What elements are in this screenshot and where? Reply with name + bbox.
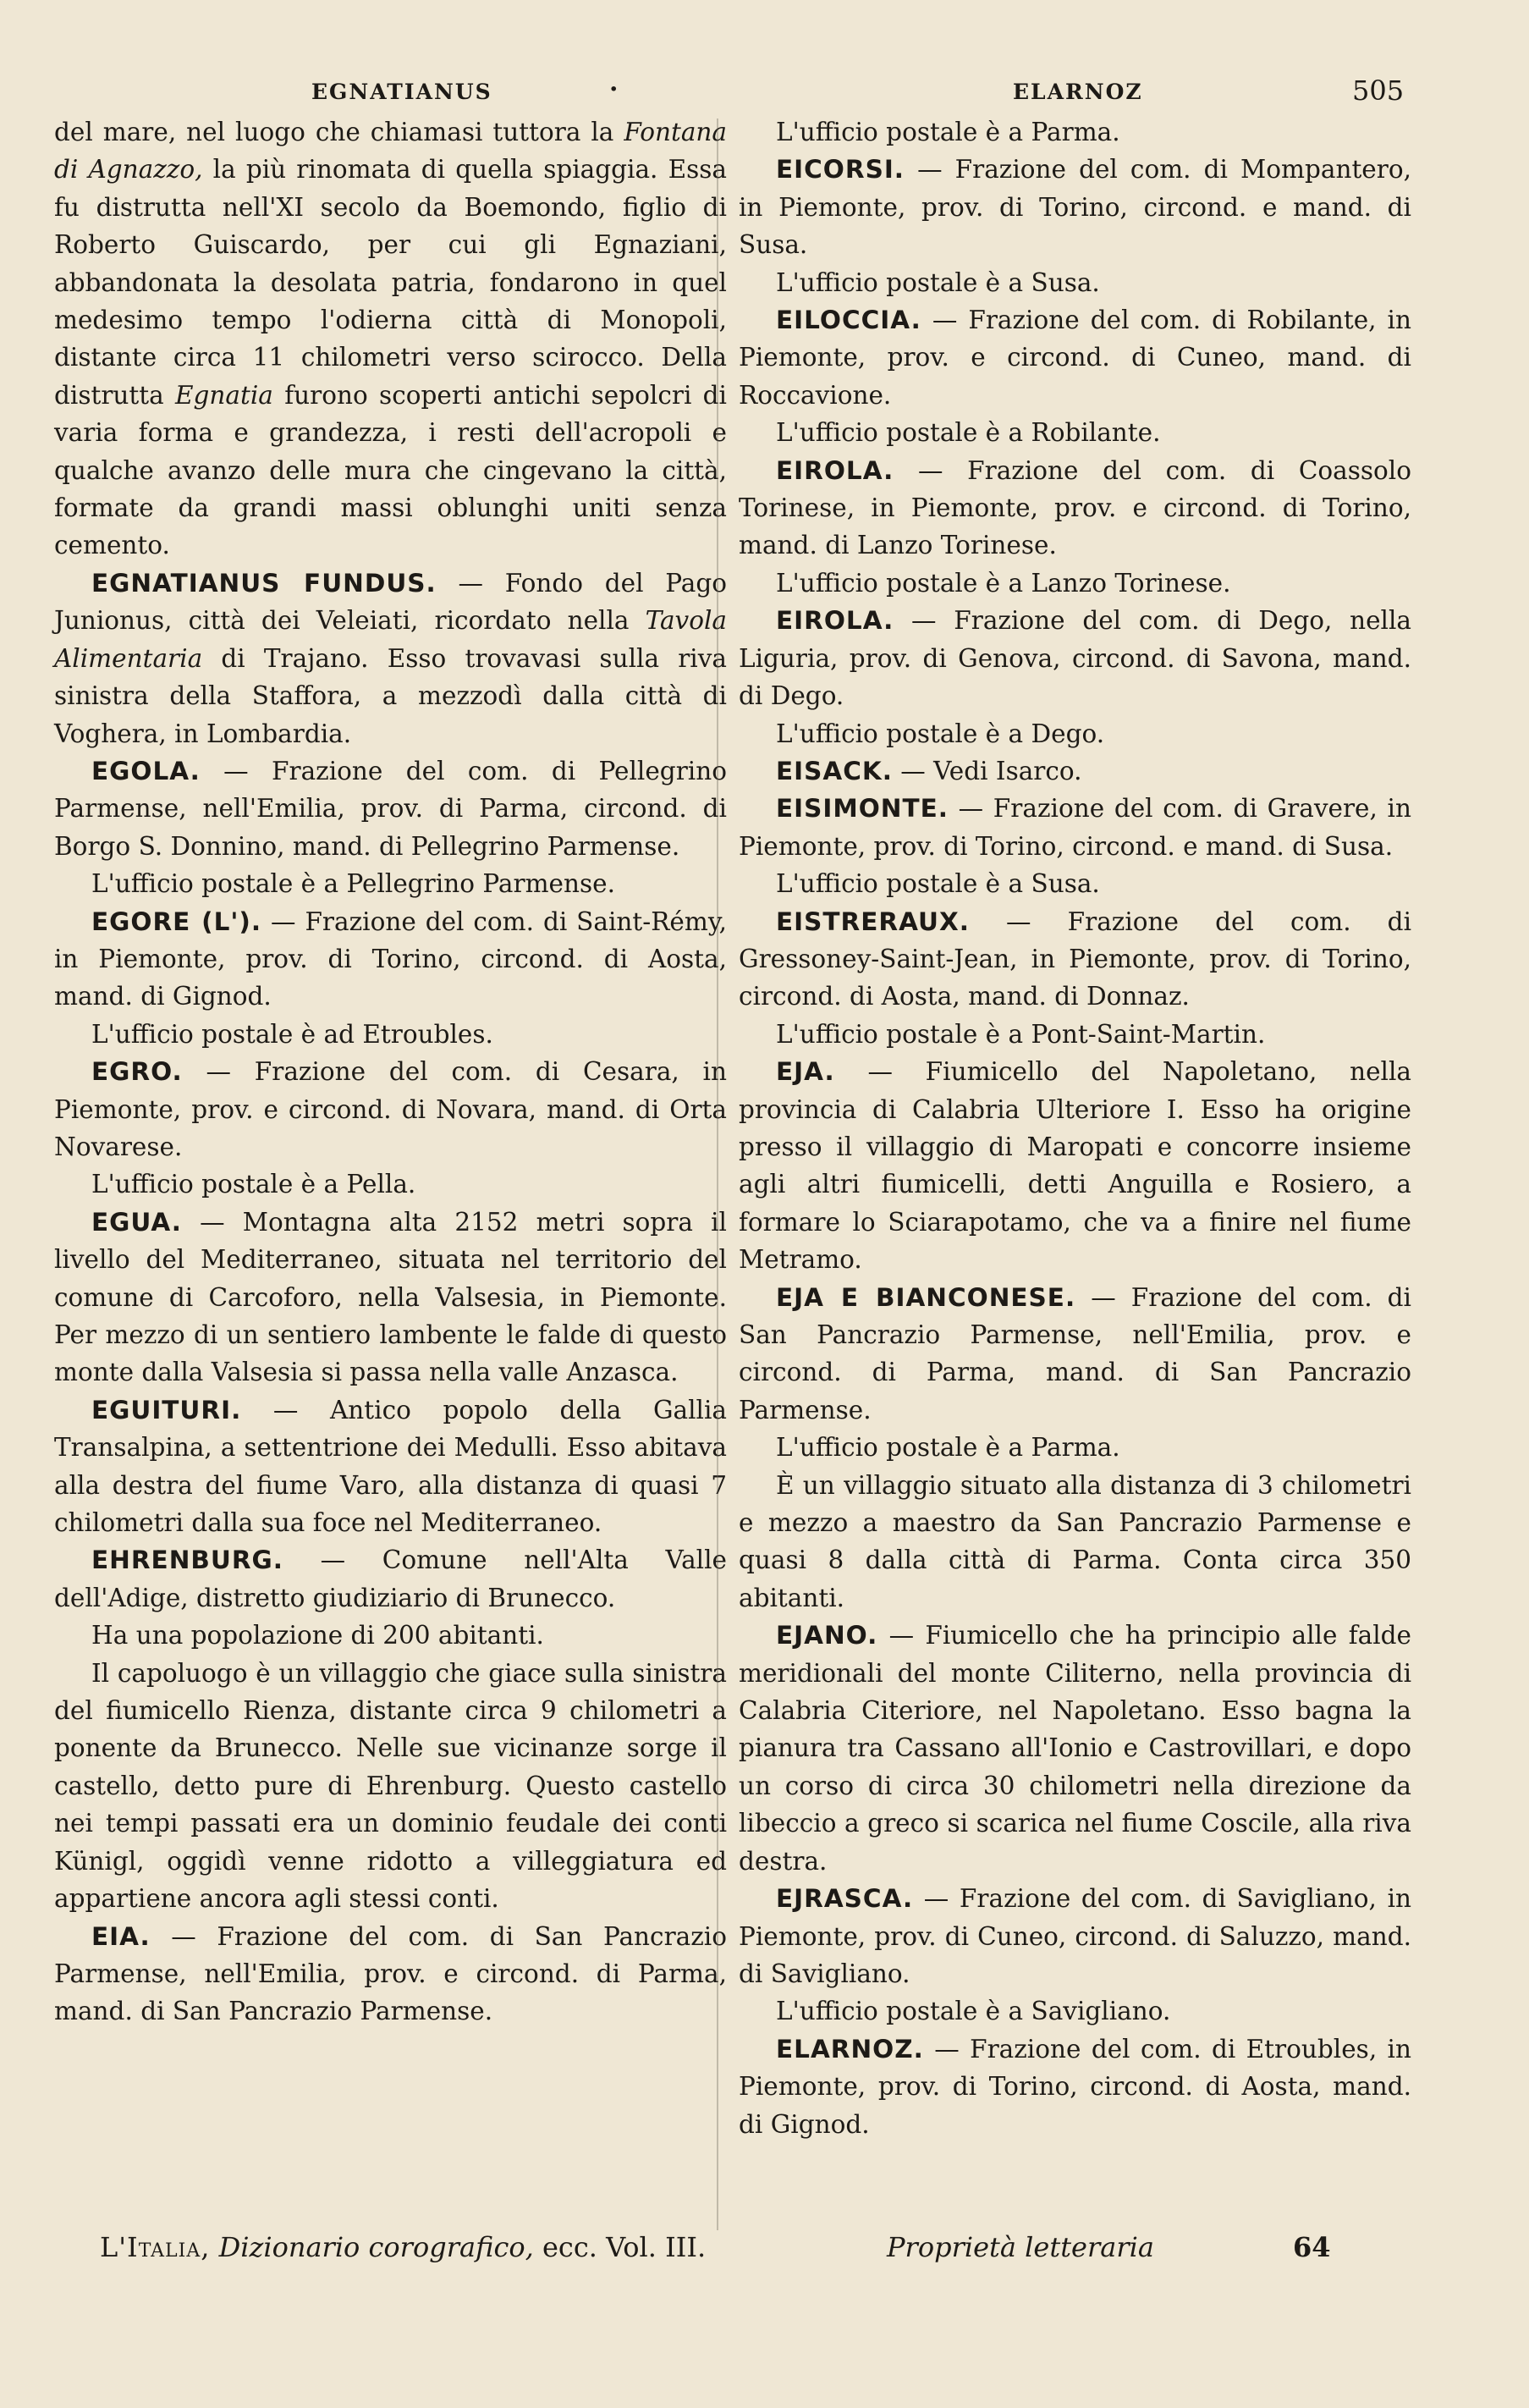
- running-head: [0, 74, 1529, 112]
- entry-headword: EIROLA.: [776, 455, 894, 485]
- entry-text: — Vedi Isarco.: [892, 756, 1082, 785]
- dictionary-entry: [54, 1617, 727, 1654]
- entry-text: Ha una popolazione di 200 abitanti.: [91, 1621, 544, 1650]
- running-head-right: ELARNOZ: [1013, 80, 1143, 104]
- dictionary-entry: [54, 903, 727, 1016]
- entry-headword: EGUA.: [91, 1207, 182, 1237]
- entry-headword: EISTRERAUX.: [776, 906, 970, 936]
- entry-text: — Fiumicello che ha principio alle falde meridionali del monte Ciliterno, nella provincia di Calabria Citeriore, nel Napoletano. Esso bagna la pianura tra Cassano all'Ionio e Castrovillari, e dopo un corso di circa 30 chilometri nella direzione da libeccio a greco si scarica nel fiume Coscile, alla riva destra.: [739, 1621, 1411, 1876]
- dictionary-entry: [54, 1053, 727, 1165]
- dictionary-entry: [739, 414, 1411, 451]
- entry-headword: EJANO.: [776, 1621, 878, 1650]
- entry-text: — Antico popolo della Gallia Transalpina, a settentrione dei Medulli. Esso abitava alla destra del fiume Varo, alla distanza di quasi 7 chilometri dalla sua foce nel Mediterraneo.: [54, 1395, 727, 1538]
- entry-headword: EHRENBURG.: [91, 1546, 283, 1575]
- entry-text: — Montagna alta 2152 metri sopra il livello del Mediterraneo, situata nel territorio del comune di Carcoforo, nella Valsesia, in Piemonte. Per mezzo di un sentiero lambente le falde di questo monte dalla Valsesia si passa nella valle Anzasca.: [54, 1207, 727, 1387]
- page-number: 505: [1352, 74, 1405, 107]
- italic-term: Tavola Alimentaria: [54, 606, 727, 673]
- entry-text: — Frazione del com. di Savigliano, in Piemonte, prov. di Cuneo, circond. di Saluzzo, mand. di Savigliano.: [739, 1884, 1411, 1988]
- dictionary-entry: [54, 1541, 727, 1617]
- page-footer: [0, 2231, 1529, 2273]
- entry-text: L'ufficio postale è a Dego.: [776, 719, 1105, 748]
- entry-headword: EIROLA.: [776, 606, 894, 636]
- entry-headword: EGNATIANUS FUNDUS.: [91, 568, 437, 598]
- entry-text: di Trajano. Esso trovavasi sulla riva sinistra della Staffora, a mezzodì dalla città di Voghera, in Lombardia.: [54, 643, 727, 748]
- entry-text: L'ufficio postale è a Parma.: [776, 118, 1120, 146]
- entry-headword: EJA.: [776, 1057, 835, 1087]
- dictionary-entry: [739, 1016, 1411, 1053]
- dictionary-entry: [739, 1429, 1411, 1466]
- dictionary-entry: [54, 1655, 727, 1918]
- dictionary-entry: [739, 301, 1411, 414]
- dictionary-entry: [739, 113, 1411, 151]
- entry-text: furono scoperti antichi sepolcri di varia forma e grandezza, i resti dell'acropoli e qualche avanzo delle mura che cingevano la città, formate da grandi massi oblunghi uniti senza cemento.: [54, 380, 727, 560]
- entry-text: L'ufficio postale è a Pellegrino Parmense.: [91, 869, 615, 899]
- entry-text: — Frazione del com. di San Pancrazio Parmense, nell'Emilia, prov. e circond. di Parma, mand. di San Pancrazio Parmense.: [54, 1921, 727, 2026]
- running-head-dot: ·: [609, 74, 620, 104]
- entry-text: — Frazione del com. di Gressoney-Saint-Jean, in Piemonte, prov. di Torino, circond. di Aosta, mand. di Donnaz.: [739, 906, 1411, 1011]
- entry-text: — Frazione del com. di Saint-Rémy, in Piemonte, prov. di Torino, circond. di Aosta, mand. di Gignod.: [54, 906, 727, 1011]
- dictionary-entry: [54, 1165, 727, 1203]
- dictionary-entry: [739, 715, 1411, 752]
- entry-text: L'ufficio postale è a Susa.: [776, 267, 1100, 297]
- entry-text: Il capoluogo è un villaggio che giace sulla sinistra del fiumicello Rienza, distante circa 9 chilometri a ponente da Brunecco. Nelle sue vicinanze sorge il castello, detto pure di Ehrenburg. Questo castello nei tempi passati era un dominio feudale dei conti Künigl, oggidì venne ridotto a villeggiatura ed appartiene ancora agli stessi conti.: [54, 1658, 727, 1914]
- entry-headword: EIA.: [91, 1921, 151, 1951]
- entry-headword: EGRO.: [91, 1057, 183, 1087]
- entry-text: — Frazione del com. di Robilante, in Piemonte, prov. e circond. di Cuneo, mand. di Roccavione.: [739, 306, 1411, 410]
- entry-text: L'ufficio postale è a Parma.: [776, 1433, 1120, 1463]
- entry-text: — Comune nell'Alta Valle dell'Adige, distretto giudiziario di Brunecco.: [54, 1546, 727, 1612]
- left-column: [54, 113, 727, 2031]
- entry-text: — Frazione del com. di Etroubles, in Piemonte, prov. di Torino, circond. di Aosta, mand. di Gignod.: [739, 2034, 1411, 2139]
- entry-headword: EJRASCA.: [776, 1884, 914, 1914]
- dictionary-entry: [54, 865, 727, 902]
- entry-text: — Fondo del Pago Junionus, città dei Veleiati, ricordato nella: [54, 568, 728, 636]
- italic-term: Fontana di Agnazzo,: [54, 118, 727, 185]
- entry-headword: EICORSI.: [776, 155, 905, 185]
- entry-text: la più rinomata di quella spiaggia. Essa fu distrutta nell'XI secolo da Boemondo, figlio di Roberto Guiscardo, per cui gli Egnaziani, abbandonata la desolata patria, fondarono in quel medesimo tempo l'odierna città di Monopoli, distante circa 11 chilometri verso scirocco. Della distrutta: [54, 155, 727, 410]
- entry-text: È un villaggio situato alla distanza di 3 chilometri e mezzo a maestro da San Pancrazio Parmense e quasi 8 dalla città di Parma. Conta circa 350 abitanti.: [739, 1470, 1411, 1612]
- footer-imprint-volume: ecc. Vol. III.: [542, 2231, 707, 2263]
- dictionary-entry: [739, 1880, 1411, 1992]
- italic-term: Egnatia: [175, 380, 273, 410]
- running-head-left: EGNATIANUS: [311, 80, 492, 104]
- dictionary-entry: [54, 1391, 727, 1542]
- entry-headword: EISIMONTE.: [776, 794, 949, 824]
- entry-headword: EJA E BIANCONESE.: [776, 1282, 1076, 1312]
- dictionary-entry: [739, 1279, 1411, 1430]
- entry-headword: EILOCCIA.: [776, 306, 921, 335]
- dictionary-entry: [739, 1467, 1411, 1617]
- entry-headword: EGOLA.: [91, 756, 201, 785]
- dictionary-entry: [739, 602, 1411, 714]
- entry-headword: EISACK.: [776, 756, 893, 785]
- right-column: [739, 113, 1411, 2143]
- dictionary-entry: [54, 1016, 727, 1053]
- dictionary-entry: [739, 151, 1411, 263]
- entry-text: L'ufficio postale è a Savigliano.: [776, 1997, 1171, 2026]
- entry-text: L'ufficio postale è a Robilante.: [776, 418, 1161, 448]
- dictionary-entry: [739, 752, 1411, 790]
- entry-text: — Frazione del com. di Coassolo Torinese, in Piemonte, prov. e circond. di Torino, mand. di Lanzo Torinese.: [739, 455, 1411, 560]
- footer-imprint: [100, 2231, 706, 2263]
- footer-signature: 64: [1293, 2231, 1331, 2263]
- entry-text: L'ufficio postale è a Lanzo Torinese.: [776, 568, 1231, 598]
- entry-text: — Frazione del com. di Pellegrino Parmense, nell'Emilia, prov. di Parma, circond. di Borgo S. Donnino, mand. di Pellegrino Parmense.: [54, 756, 727, 861]
- dictionary-entry: [739, 264, 1411, 301]
- dictionary-entry: [739, 903, 1411, 1016]
- dictionary-entry: [739, 1053, 1411, 1278]
- entry-text: — Fiumicello del Napoletano, nella provincia di Calabria Ulteriore I. Esso ha origine presso il villaggio di Maropati e concorre insieme agli altri fiumicelli, detti Anguilla e Rosiero, a formare lo Sciarapotamo, che va a finire nel fiume Metramo.: [739, 1057, 1411, 1275]
- dictionary-entry: [54, 113, 727, 565]
- dictionary-entry: [739, 2031, 1411, 2143]
- dictionary-entry: [739, 452, 1411, 565]
- dictionary-entry: [739, 865, 1411, 902]
- entry-text: L'ufficio postale è a Pont-Saint-Martin.: [776, 1019, 1266, 1049]
- entry-text: L'ufficio postale è a Susa.: [776, 869, 1100, 899]
- entry-text: del mare, nel luogo che chiamasi tuttora la: [54, 118, 624, 146]
- dictionary-entry: [54, 1204, 727, 1391]
- dictionary-entry: [54, 752, 727, 865]
- entry-headword: EGORE (L').: [91, 906, 262, 936]
- entry-text: — Frazione del com. di San Pancrazio Parmense, nell'Emilia, prov. e circond. di Parma, mand. di San Pancrazio Parmense.: [739, 1282, 1411, 1424]
- dictionary-entry: [739, 1992, 1411, 2030]
- entry-text: — Frazione del com. di Gravere, in Piemonte, prov. di Torino, circond. e mand. di Susa.: [739, 794, 1411, 861]
- entry-text: L'ufficio postale è a Pella.: [91, 1170, 416, 1199]
- entry-text: L'ufficio postale è ad Etroubles.: [91, 1019, 493, 1049]
- footer-rights: Proprietà letteraria: [887, 2231, 1154, 2263]
- dictionary-entry: [54, 1918, 727, 2031]
- dictionary-entry: [739, 790, 1411, 865]
- column-divider: [717, 118, 718, 2230]
- entry-headword: ELARNOZ.: [776, 2034, 924, 2064]
- entry-text: — Frazione del com. di Dego, nella Liguria, prov. di Genova, circond. di Savona, mand. di Dego.: [739, 606, 1411, 711]
- footer-imprint-title: L'Italia,: [100, 2231, 211, 2263]
- entry-headword: EGUITURI.: [91, 1395, 242, 1424]
- footer-imprint-work: Dizionario corografico,: [218, 2231, 534, 2263]
- entry-text: — Frazione del com. di Cesara, in Piemonte, prov. e circond. di Novara, mand. di Orta Novarese.: [54, 1057, 727, 1161]
- dictionary-entry: [54, 565, 727, 752]
- dictionary-entry: [739, 565, 1411, 602]
- dictionary-entry: [739, 1617, 1411, 1880]
- entry-text: — Frazione del com. di Mompantero, in Piemonte, prov. di Torino, circond. e mand. di Susa.: [739, 155, 1411, 260]
